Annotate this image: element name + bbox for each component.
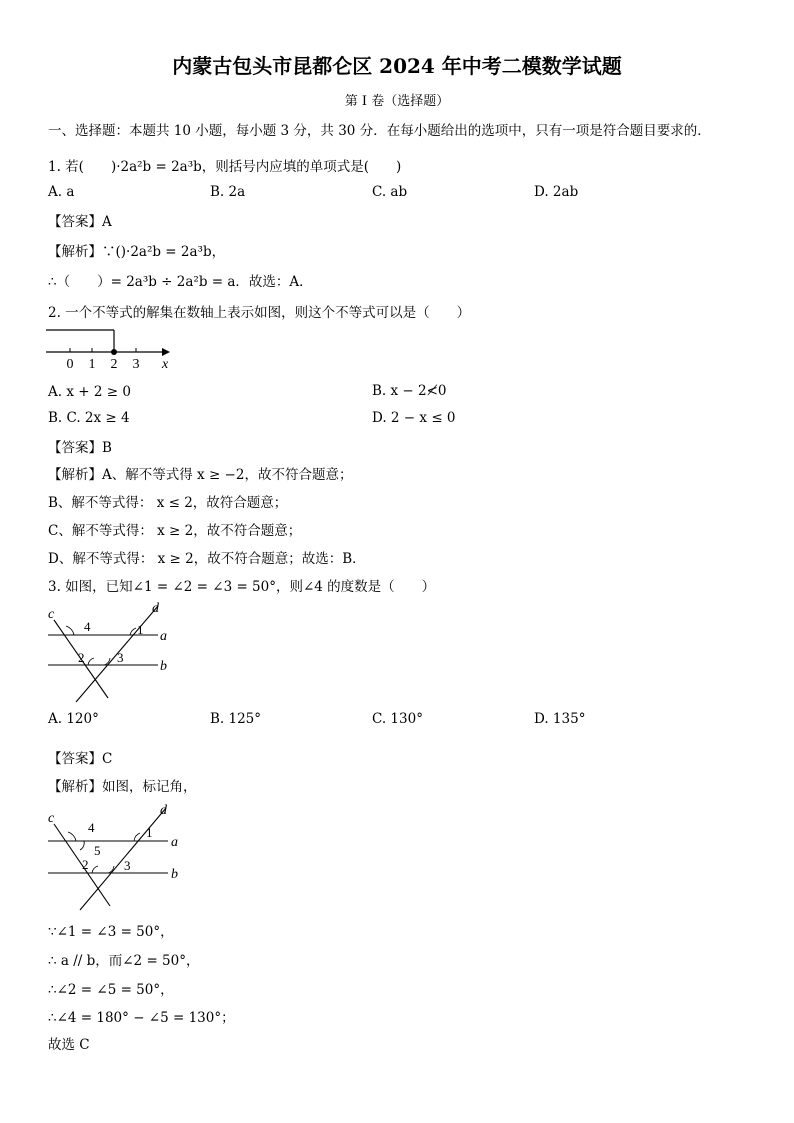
q1-option-a: A. a [48,184,75,200]
q3-conclusion: 故选 C [48,1037,90,1053]
label-b: b [171,867,178,882]
section-heading: 一、选择题：本题共 10 小题，每小题 3 分，共 30 分．在每小题给出的选项中，只有一项是符合题目要求的． [48,123,711,139]
axis-variable: x [162,357,169,372]
q2-analysis-a: 【解析】A、解不等式得 x ≥ −2，故不符合题意； [48,467,353,483]
q3-stem: 3. 如图，已知∠1 = ∠2 = ∠3 = 50°，则∠4 的度数是（ ） [48,579,436,595]
angle-4: 4 [88,820,95,835]
q3-option-c: C. 130° [372,711,423,727]
angle-1: 1 [146,825,153,840]
angle-3: 3 [117,650,124,665]
parallel-lines-figure [44,598,179,706]
q1-analysis-1: 【解析】∵()·2a²b = 2a³b， [48,244,226,260]
q2-option-a: A. x + 2 ≥ 0 [48,384,131,400]
angle-2: 2 [82,857,89,872]
angle-3: 3 [124,858,131,873]
q3-step-4: ∴∠4 = 180° − ∠5 = 130°； [48,1010,235,1026]
q2-option-b: B. x − 2≮0 [372,383,447,399]
tick-3: 3 [132,357,140,372]
angle-1: 1 [137,622,144,637]
angle-2: 2 [78,650,85,665]
label-a: a [171,835,178,850]
label-a: a [160,629,167,644]
tick-0: 0 [66,357,74,372]
q3-option-a: A. 120° [48,711,99,727]
q3-step-3: ∴∠2 = ∠5 = 50°， [48,982,174,998]
label-d: d [152,601,159,616]
q3-option-b: B. 125° [210,711,262,727]
label-c: c [48,811,55,826]
q2-analysis-d: D、解不等式得： x ≥ 2，故不符合题意；故选：B． [48,551,366,567]
q2-option-c: B. C. 2x ≥ 4 [48,410,130,426]
q3-option-d: D. 135° [534,711,586,727]
label-c: c [48,607,55,622]
q1-analysis-2: ∴（ ）= 2a³b ÷ 2a²b = a．故选：A． [48,274,313,290]
tick-2: 2 [110,357,118,372]
angle-5: 5 [94,843,101,858]
solid-point [111,349,117,355]
q1-option-c: C. ab [372,184,408,200]
q3-analysis-intro: 【解析】如图，标记角， [48,779,197,795]
q2-option-d: D. 2 − x ≤ 0 [372,410,456,426]
label-b: b [160,659,167,674]
parallel-lines-figure-marked [44,800,189,912]
q1-answer: 【答案】A [48,214,112,230]
q2-analysis-b: B、解不等式得： x ≤ 2，故符合题意； [48,495,288,511]
q2-analysis-c: C、解不等式得： x ≥ 2，故不符合题意； [48,523,302,539]
angle-4: 4 [84,619,91,634]
q3-step-1: ∵∠1 = ∠3 = 50°， [48,924,174,940]
q3-step-2: ∴ a // b，而∠2 = 50°， [48,953,200,969]
q1-stem: 1. 若( )·2a²b = 2a³b，则括号内应填的单项式是( ) [48,159,402,175]
q1-option-b: B. 2a [210,184,246,200]
tick-1: 1 [88,357,96,372]
q2-answer: 【答案】B [48,440,112,456]
volume-subtitle: 第 I 卷（选择题） [344,94,450,109]
q1-option-d: D. 2ab [534,184,579,200]
q3-answer: 【答案】C [48,751,113,767]
label-d: d [160,803,167,818]
q2-stem: 2. 一个不等式的解集在数轴上表示如图，则这个不等式可以是（ ） [48,305,471,321]
number-line-figure [44,322,184,374]
page-title: 内蒙古包头市昆都仑区 2024 年中考二模数学试题 [172,54,622,78]
